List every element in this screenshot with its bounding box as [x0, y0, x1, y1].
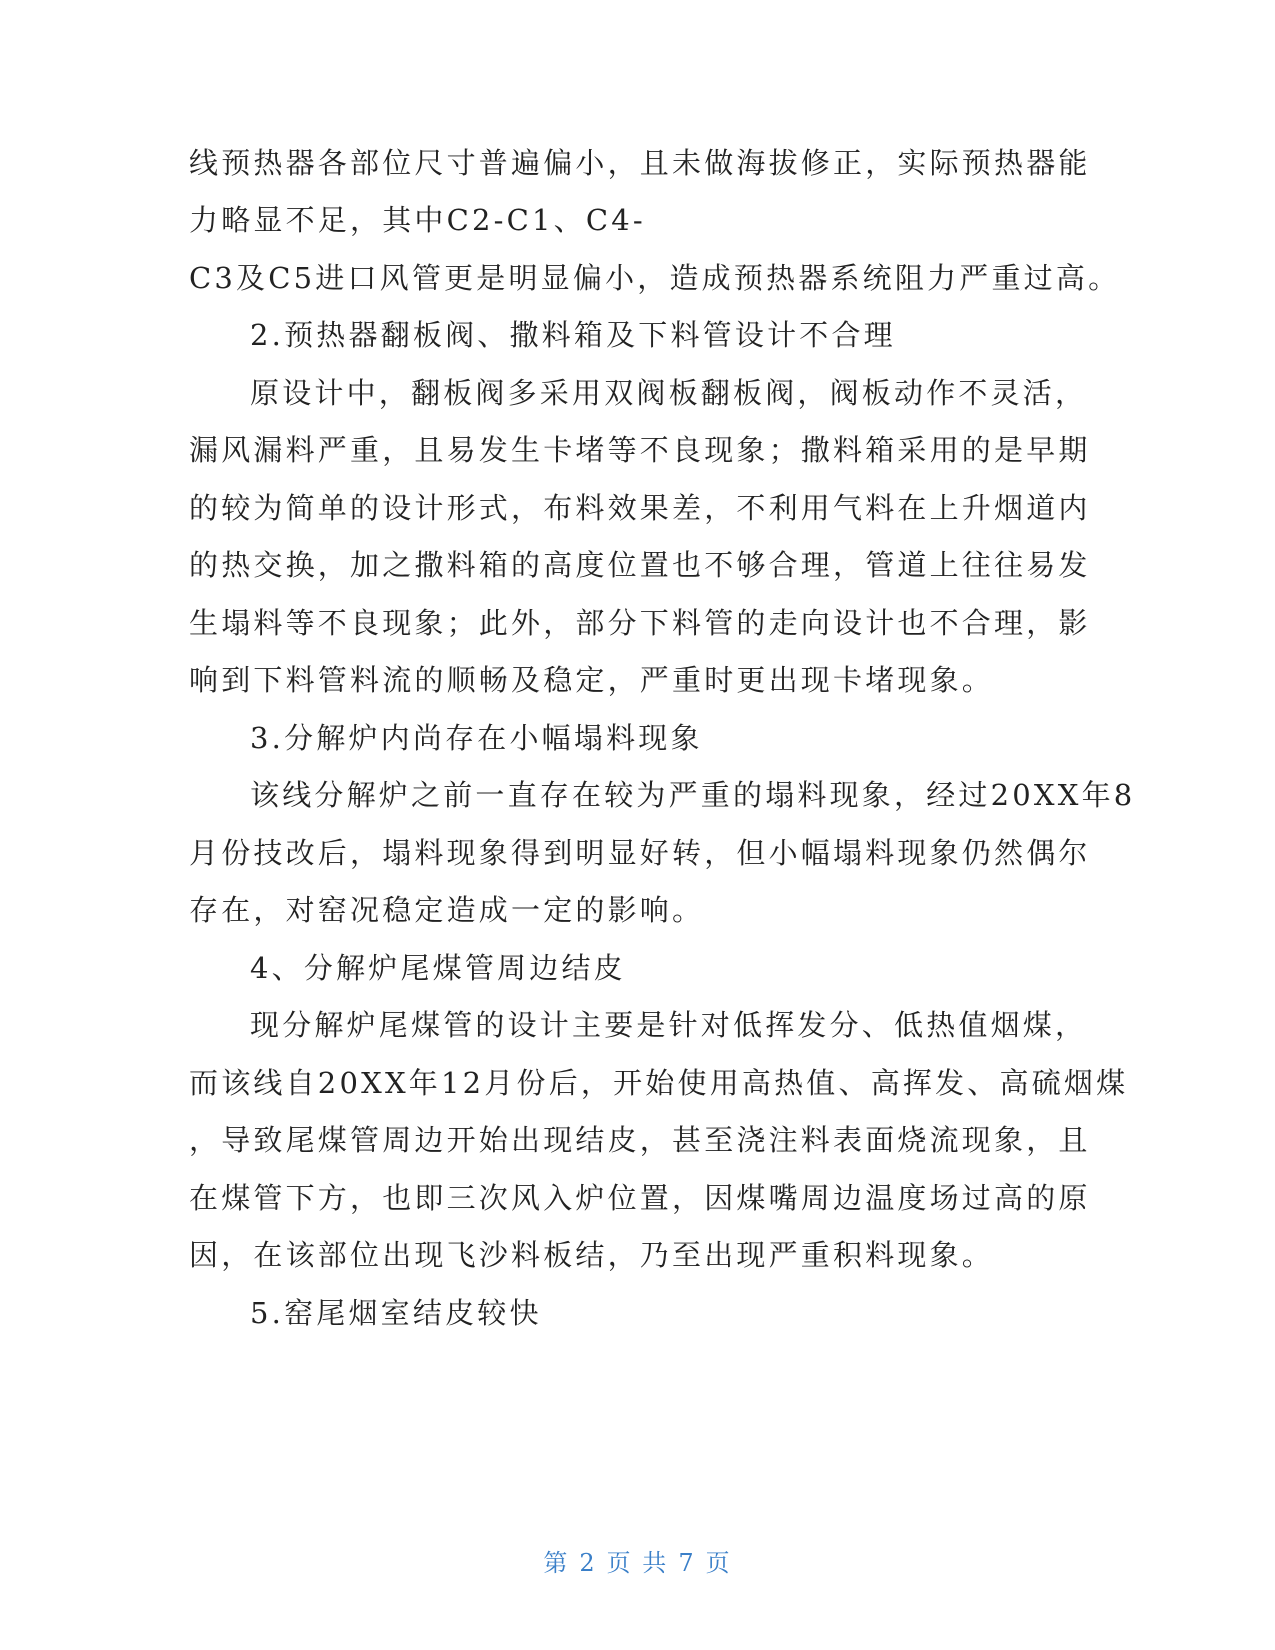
- text-line: 该线分解炉之前一直存在较为严重的塌料现象，经过20XX年8: [250, 778, 1136, 812]
- text-line: 存在，对窑况稳定造成一定的影响。: [189, 893, 705, 927]
- text-line: 的热交换，加之撒料箱的高度位置也不够合理，管道上往往易发: [189, 548, 1091, 582]
- page-footer: [0, 1543, 1275, 1578]
- text-line: 漏风漏料严重，且易发生卡堵等不良现象；撒料箱采用的是早期: [189, 433, 1091, 467]
- text-line: 现分解炉尾煤管的设计主要是针对低挥发分、低热值烟煤，: [250, 1008, 1088, 1042]
- footer-total-pages: 7: [678, 1549, 696, 1577]
- text-line: ，导致尾煤管周边开始出现结皮，甚至浇注料表面烧流现象，且: [189, 1123, 1091, 1157]
- section-heading: 5.窑尾烟室结皮较快: [250, 1296, 542, 1330]
- text-line: 线预热器各部位尺寸普遍偏小，且未做海拔修正，实际预热器能: [189, 146, 1091, 180]
- footer-suffix: 页: [705, 1549, 732, 1577]
- text-line: 响到下料管料流的顺畅及稳定，严重时更出现卡堵现象。: [189, 663, 995, 697]
- text-line: 在煤管下方，也即三次风入炉位置，因煤嘴周边温度场过高的原: [189, 1181, 1091, 1215]
- text-line: 而该线自20XX年12月份后，开始使用高热值、高挥发、高硫烟煤: [189, 1066, 1129, 1100]
- footer-page-number: 2: [579, 1549, 597, 1577]
- text-line: 原设计中，翻板阀多采用双阀板翻板阀，阀板动作不灵活，: [250, 376, 1088, 410]
- text-line: 生塌料等不良现象；此外，部分下料管的走向设计也不合理，影: [189, 606, 1091, 640]
- section-heading: 4、分解炉尾煤管周边结皮: [250, 951, 626, 985]
- text-line: 力略显不足，其中C2-C1、C4-: [189, 203, 646, 237]
- text-line: 的较为简单的设计形式，布料效果差，不利用气料在上升烟道内: [189, 491, 1091, 525]
- text-line: 因，在该部位出现飞沙料板结，乃至出现严重积料现象。: [189, 1238, 995, 1272]
- section-heading: 3.分解炉内尚存在小幅塌料现象: [250, 721, 703, 755]
- section-heading: 2.预热器翻板阀、撒料箱及下料管设计不合理: [250, 318, 896, 352]
- text-line: C3及C5进口风管更是明显偏小，造成预热器系统阻力严重过高。: [189, 261, 1121, 295]
- footer-prefix: 第: [543, 1549, 570, 1577]
- text-line: 月份技改后，塌料现象得到明显好转，但小幅塌料现象仍然偶尔: [189, 836, 1091, 870]
- footer-middle: 页 共: [606, 1549, 669, 1577]
